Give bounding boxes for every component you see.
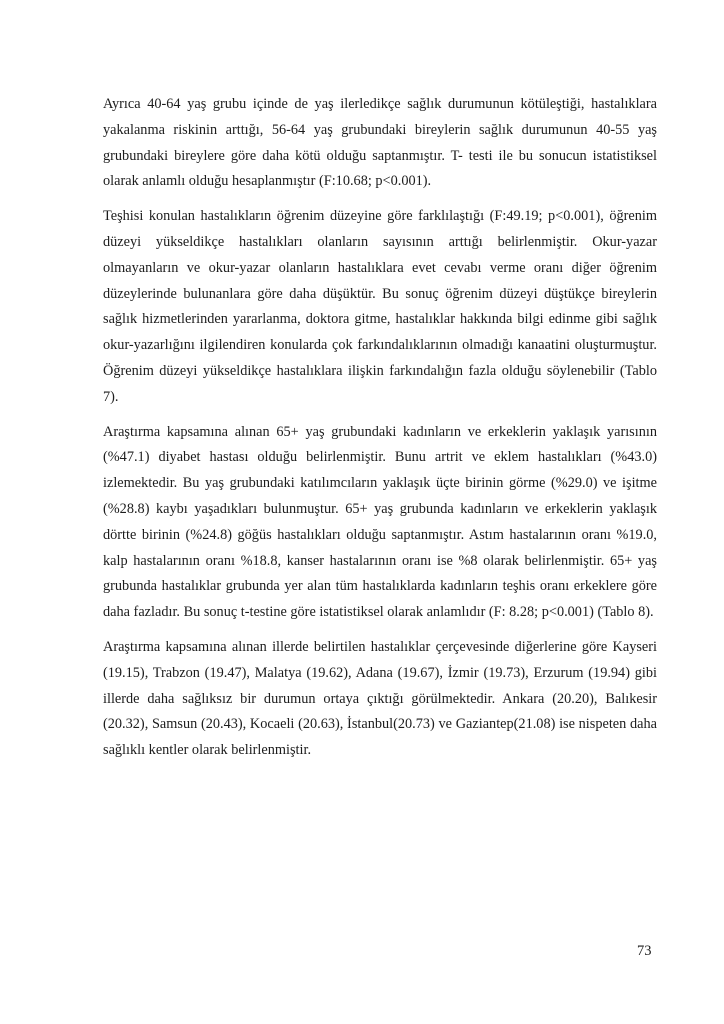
page-number: 73 [637, 943, 652, 959]
paragraph-education-level: Teşhisi konulan hastalıkların öğrenim düzeyine göre farklılaştığı (F:49.19; p<0.001), öğrenim düzeyi yükseldikçe hastalıkları olanların sayısının arttığı belirlenmiştir. Okur-yazar olmayanların ve okur-yazar olanların hastalıklara evet cevabı verme oranı diğer öğrenim düzeylerinde bulunanlara göre daha düşüktür. Bu sonuç öğrenim düzeyi düştükçe bireylerin sağlık hizmetlerinden yararlanma, doktora gitme, hastalıklar hakkında bilgi edinme gibi sağlık okur-yazarlığını ilgilendiren konularda çok farkındalıklarının olmadığı kanaatini oluşturmuştur. Öğrenim düzeyi yükseldikçe hastalıklara ilişkin farkındalığın fazla olduğu söylenebilir (Tablo 7). [103, 208, 657, 405]
body-text [103, 92, 657, 773]
paragraph-age-group-health: Ayrıca 40-64 yaş grubu içinde de yaş ilerledikçe sağlık durumunun kötüleştiği, hastalıklara yakalanma riskinin arttığı, 56-64 yaş grubundaki bireylerin sağlık durumunun 40-55 yaş grubundaki bireylere göre daha kötü olduğu saptanmıştır. T- testi ile bu sonucun istatistiksel olarak anlamlı olduğu hesaplanmıştır (F:10.68; p<0.001). [103, 96, 657, 190]
paragraph-65plus-diseases: Araştırma kapsamına alınan 65+ yaş grubundaki kadınların ve erkeklerin yaklaşık yarısının (%47.1) diyabet hastası olduğu belirlenmiştir. Bunu artrit ve eklem hastalıkları (%43.0) izlemektedir. Bu yaş grubundaki katılımcıların yaklaşık üçte birinin görme (%29.0) ve işitme (%28.8) kaybı yaşadıkları bulunmuştur. 65+ yaş grubunda kadınların ve erkeklerin yaklaşık dörtte birinin (%24.8) göğüs hastalıkları olduğu saptanmıştır. Astım hastalarının oranı %19.0, kalp hastalarının oranı %18.8, kanser hastalarının oranı ise %8 olarak belirlenmiştir. 65+ yaş grubunda hastalıklar grubunda yer alan tüm hastalıklarda kadınların teşhis oranı erkeklere göre daha fazladır. Bu sonuç t-testine göre istatistiksel olarak anlamlıdır (F: 8.28; p<0.001) (Tablo 8). [103, 423, 657, 621]
paragraph-city-health-scores: Araştırma kapsamına alınan illerde belirtilen hastalıklar çerçevesinde diğerlerine göre Kayseri (19.15), Trabzon (19.47), Malatya (19.62), Adana (19.67), İzmir (19.73), Erzurum (19.94) gibi illerde daha sağlıksız bir durumun ortaya çıktığı görülmektedir. Ankara (20.20), Balıkesir (20.32), Samsun (20.43), Kocaeli (20.63), İstanbul(20.73) ve Gaziantep(21.08) ise nispeten daha sağlıklı kentler olarak belirlenmiştir. [103, 638, 657, 759]
